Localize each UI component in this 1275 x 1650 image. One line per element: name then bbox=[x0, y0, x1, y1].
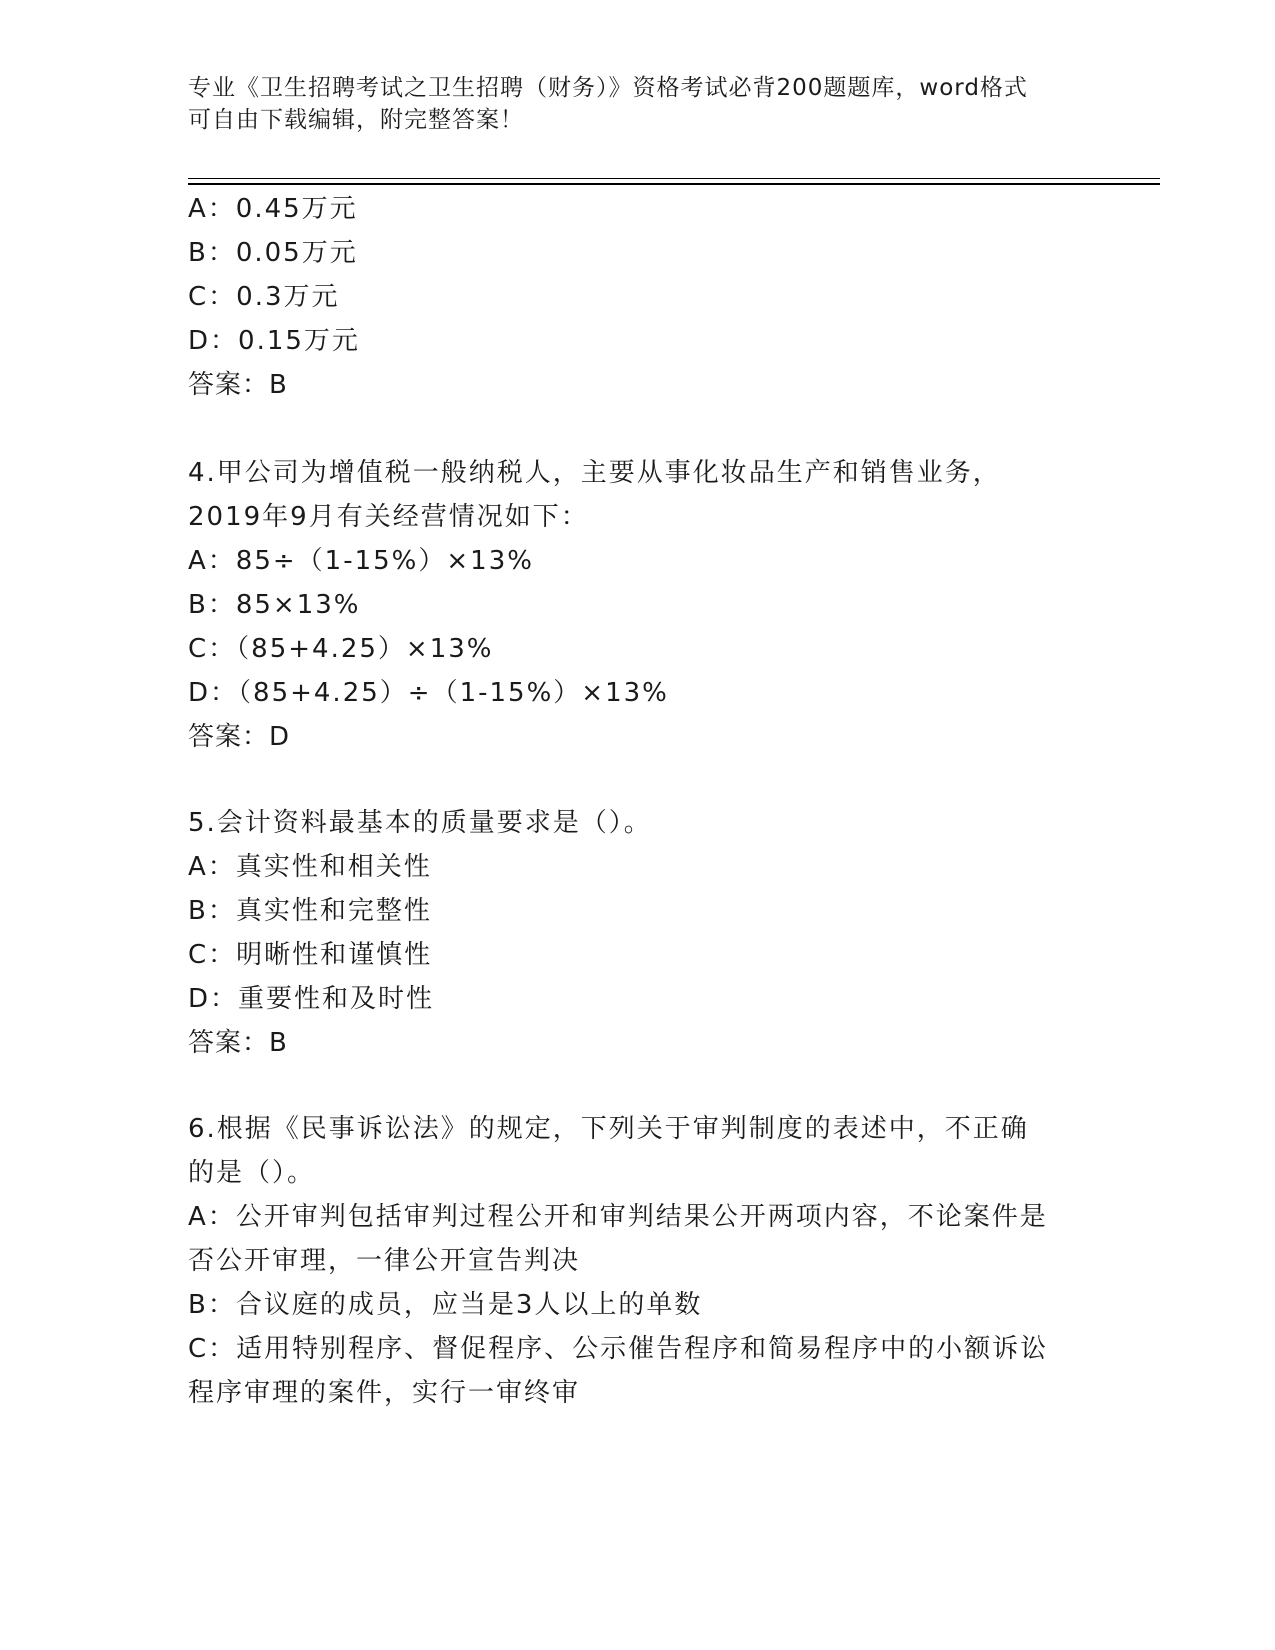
q4-stem-line-2: 2019年9月有关经营情况如下： bbox=[188, 502, 589, 532]
q5-option-c: C：明晰性和谨慎性 bbox=[188, 940, 433, 970]
q3-option-d: D：0.15万元 bbox=[188, 326, 360, 356]
document-header bbox=[188, 72, 1088, 136]
q6-option-a-line-2: 否公开审理，一律公开宣告判决 bbox=[188, 1246, 581, 1276]
q4-stem-line-1: 4.甲公司为增值税一般纳税人，主要从事化妆品生产和销售业务， bbox=[188, 458, 1001, 488]
q3-option-a: A：0.45万元 bbox=[188, 194, 358, 224]
q4-answer: 答案：D bbox=[188, 722, 291, 752]
q3-option-b: B：0.05万元 bbox=[188, 238, 358, 268]
q4-option-b: B：85×13% bbox=[188, 590, 361, 620]
q6-option-c-line-1: C：适用特别程序、督促程序、公示催告程序和简易程序中的小额诉讼 bbox=[188, 1334, 1049, 1364]
q5-stem: 5.会计资料最基本的质量要求是（）。 bbox=[188, 808, 652, 838]
q4-option-d: D：（85+4.25）÷（1-15%）×13% bbox=[188, 678, 669, 708]
q3-answer: 答案：B bbox=[188, 370, 288, 400]
q5-answer: 答案：B bbox=[188, 1028, 288, 1058]
q6-stem-line-1: 6.根据《民事诉讼法》的规定，下列关于审判制度的表述中，不正确 bbox=[188, 1114, 1029, 1144]
q6-option-c-line-2: 程序审理的案件，实行一审终审 bbox=[188, 1378, 581, 1408]
q6-option-b: B：合议庭的成员，应当是3人以上的单数 bbox=[188, 1290, 703, 1320]
q5-option-d: D：重要性和及时性 bbox=[188, 984, 435, 1014]
q5-option-a: A：真实性和相关性 bbox=[188, 852, 432, 882]
header-line-1: 专业《卫生招聘考试之卫生招聘（财务）》资格考试必背200题题库，word格式 bbox=[188, 75, 1028, 101]
q6-option-a-line-1: A：公开审判包括审判过程公开和审判结果公开两项内容，不论案件是 bbox=[188, 1202, 1048, 1232]
q3-option-c: C：0.3万元 bbox=[188, 282, 340, 312]
header-divider-thick bbox=[188, 183, 1160, 185]
header-line-2: 可自由下载编辑，附完整答案！ bbox=[188, 107, 524, 133]
q5-option-b: B：真实性和完整性 bbox=[188, 896, 432, 926]
q6-stem-line-2: 的是（）。 bbox=[188, 1158, 316, 1188]
header-divider-thin bbox=[188, 178, 1160, 179]
q4-option-a: A：85÷（1-15%）×13% bbox=[188, 546, 534, 576]
q4-option-c: C：（85+4.25）×13% bbox=[188, 634, 494, 664]
